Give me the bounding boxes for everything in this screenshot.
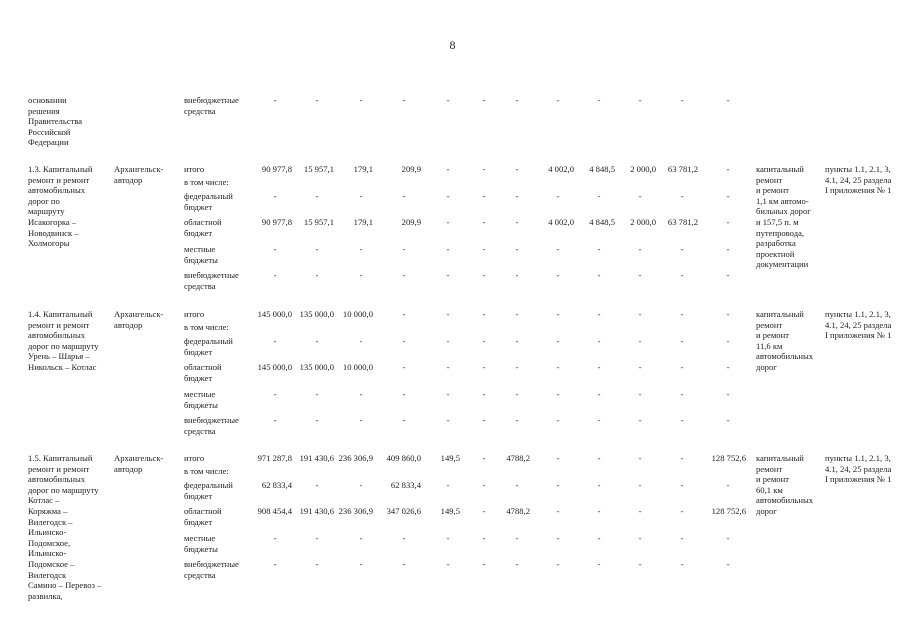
budget-cell: - <box>273 270 277 280</box>
program-item-name: Новодвинск – <box>28 227 79 238</box>
program-item-name: развилка, <box>28 590 63 601</box>
budget-cell: - <box>680 453 684 463</box>
budget-cell: 4 002,0 <box>548 164 574 174</box>
budget-cell: - <box>359 191 363 201</box>
budget-cell: - <box>726 362 730 372</box>
funding-source-label: внебюджетные <box>184 559 239 569</box>
budget-cell: 2 000,0 <box>630 164 656 174</box>
program-item-name: Никольск – Котлас <box>28 362 97 372</box>
budget-cell: - <box>402 191 406 201</box>
budget-cell: - <box>273 336 277 346</box>
budget-cell: 236 306,9 <box>338 453 373 463</box>
budget-cell: - <box>515 95 519 105</box>
budget-cell: - <box>726 559 730 569</box>
budget-cell: - <box>556 309 560 319</box>
expected-result: ремонт <box>756 174 783 185</box>
budget-cell: - <box>638 506 642 516</box>
carry-over-program-name: основании <box>28 95 67 105</box>
budget-cell: - <box>515 191 519 201</box>
funding-source-label: бюджет <box>184 227 213 238</box>
budget-cell: - <box>515 480 519 490</box>
expected-result: 11,6 км <box>756 340 783 351</box>
reference-clause: I приложения № 1 <box>825 185 892 196</box>
program-item-name: Урень – Шарья – <box>28 351 90 362</box>
budget-cell: - <box>680 506 684 516</box>
budget-cell: - <box>359 415 363 425</box>
budget-cell: - <box>597 559 601 569</box>
budget-cell: - <box>402 95 406 105</box>
carry-over-program-name: Российской <box>28 126 71 137</box>
funding-source-label: средства <box>184 569 216 580</box>
budget-cell: - <box>597 244 601 254</box>
budget-cell: - <box>638 270 642 280</box>
expected-result: 60,1 км <box>756 484 783 495</box>
budget-cell: 10 000,0 <box>342 362 373 372</box>
program-item-name: дорог по маршруту <box>28 484 99 495</box>
budget-cell: - <box>680 309 684 319</box>
budget-cell: - <box>315 415 319 425</box>
budget-cell: - <box>638 362 642 372</box>
budget-cell: - <box>638 559 642 569</box>
funding-source-label: внебюджетные <box>184 415 239 425</box>
budget-cell: - <box>482 389 486 399</box>
program-item-name: Подомское – <box>28 559 75 569</box>
expected-result: автомобильных <box>756 351 814 362</box>
budget-cell: - <box>638 336 642 346</box>
reference-clause: пункты 1.1, 2.1, 3, <box>825 453 891 463</box>
budget-cell: - <box>638 244 642 254</box>
expected-result: и ремонт <box>756 330 789 341</box>
budget-cell: 145 000,0 <box>257 362 292 372</box>
executor-name: Архангельск- <box>114 453 164 463</box>
budget-cell: 209,9 <box>401 164 421 174</box>
budget-cell: - <box>402 415 406 425</box>
budget-cell: - <box>482 217 486 227</box>
budget-cell: - <box>726 164 730 174</box>
budget-cell: - <box>446 480 450 490</box>
program-item-name: 1.3. Капитальный <box>28 164 93 174</box>
reference-clause: 4.1, 24, 25 раздела <box>825 319 892 330</box>
budget-cell: 908 454,4 <box>257 506 292 516</box>
budget-cell: - <box>556 480 560 490</box>
budget-cell: 63 781,2 <box>667 217 698 227</box>
funding-source-label: в том числе: <box>184 466 229 476</box>
program-item-name: ремонт и ремонт <box>28 174 90 185</box>
budget-cell: - <box>482 95 486 105</box>
budget-cell: 4 848,5 <box>589 217 615 227</box>
funding-source-label: средства <box>184 425 216 436</box>
budget-cell: - <box>446 362 450 372</box>
budget-cell: - <box>726 217 730 227</box>
budget-cell: - <box>359 336 363 346</box>
budget-cell: - <box>638 95 642 105</box>
budget-cell: - <box>446 533 450 543</box>
budget-cell: - <box>359 480 363 490</box>
budget-cell: - <box>726 309 730 319</box>
budget-cell: 128 752,6 <box>711 453 746 463</box>
funding-source-label: областной <box>184 362 222 372</box>
budget-cell: - <box>638 309 642 319</box>
expected-result: капитальный <box>756 164 804 174</box>
expected-result: бильных дорог <box>756 206 811 217</box>
budget-cell: - <box>680 95 684 105</box>
budget-cell: - <box>273 191 277 201</box>
funding-source-label: бюджеты <box>184 543 218 554</box>
budget-cell: - <box>402 309 406 319</box>
budget-cell: 191 430,6 <box>299 506 334 516</box>
budget-cell: - <box>515 270 519 280</box>
program-item-name: Самино – Перевоз – <box>28 580 102 591</box>
budget-cell: - <box>597 95 601 105</box>
budget-cell: - <box>597 362 601 372</box>
budget-cell: - <box>556 336 560 346</box>
budget-cell: - <box>556 244 560 254</box>
budget-cell: - <box>680 415 684 425</box>
expected-result: и ремонт <box>756 474 789 485</box>
budget-cell: - <box>556 415 560 425</box>
budget-cell: - <box>556 362 560 372</box>
budget-cell: - <box>515 415 519 425</box>
program-item-name: Подомское, <box>28 537 71 548</box>
program-item-name: Холмогоры <box>28 238 70 249</box>
program-item-name: Вилегодск – <box>28 516 73 527</box>
program-item-name: автомобильных <box>28 474 86 485</box>
budget-cell: - <box>273 95 277 105</box>
budget-cell: - <box>556 389 560 399</box>
budget-cell: - <box>680 244 684 254</box>
budget-cell: - <box>315 270 319 280</box>
budget-cell: - <box>359 270 363 280</box>
budget-cell: - <box>515 389 519 399</box>
budget-cell: 236 306,9 <box>338 506 373 516</box>
budget-cell: - <box>597 415 601 425</box>
funding-source-label: бюджет <box>184 516 213 527</box>
budget-cell: - <box>446 389 450 399</box>
budget-cell: - <box>402 533 406 543</box>
budget-cell: - <box>359 559 363 569</box>
budget-cell: - <box>273 533 277 543</box>
funding-source-label: местные <box>184 389 216 399</box>
expected-result: капитальный <box>756 309 804 319</box>
funding-source-label: средства <box>184 280 216 291</box>
expected-result: и 157,5 п. м <box>756 217 799 227</box>
budget-cell: - <box>315 191 319 201</box>
program-item-name: Ильинско- <box>28 548 67 559</box>
program-item-name: Котлас – <box>28 495 60 506</box>
budget-cell: 62 833,4 <box>261 480 292 490</box>
funding-source-label: областной <box>184 217 222 227</box>
program-item-name: автомобильных <box>28 185 86 196</box>
budget-cell: 135 000,0 <box>299 309 334 319</box>
budget-cell: - <box>556 533 560 543</box>
budget-cell: - <box>638 480 642 490</box>
budget-cell: - <box>273 389 277 399</box>
budget-cell: - <box>726 389 730 399</box>
budget-cell: 4 002,0 <box>548 217 574 227</box>
budget-cell: - <box>680 389 684 399</box>
budget-cell: - <box>726 415 730 425</box>
funding-source-label: итого <box>184 164 205 174</box>
budget-cell: - <box>515 533 519 543</box>
budget-cell: - <box>273 244 277 254</box>
funding-source-label: бюджеты <box>184 399 218 410</box>
budget-cell: 10 000,0 <box>342 309 373 319</box>
budget-cell: - <box>726 533 730 543</box>
budget-cell: - <box>638 415 642 425</box>
program-item-name: Коряжма – <box>28 506 68 516</box>
budget-cell: - <box>446 95 450 105</box>
carry-over-program-name: Федерации <box>28 137 69 148</box>
budget-cell: 971 287,8 <box>257 453 292 463</box>
budget-cell: - <box>726 336 730 346</box>
budget-cell: - <box>597 270 601 280</box>
program-item-name: Ильинско- <box>28 527 67 538</box>
funding-source-label: итого <box>184 309 205 319</box>
budget-cell: - <box>482 559 486 569</box>
budget-cell: 149,5 <box>440 506 460 516</box>
budget-cell: 63 781,2 <box>667 164 698 174</box>
expected-result: путепровода, <box>756 227 805 238</box>
budget-cell: - <box>638 389 642 399</box>
funding-source-label: федеральный <box>184 191 233 201</box>
budget-cell: 15 957,1 <box>303 164 334 174</box>
budget-cell: - <box>482 533 486 543</box>
budget-cell: - <box>482 362 486 372</box>
budget-cell: - <box>726 191 730 201</box>
budget-cell: - <box>446 559 450 569</box>
budget-cell: - <box>597 336 601 346</box>
budget-cell: - <box>680 533 684 543</box>
budget-cell: - <box>556 506 560 516</box>
budget-cell: - <box>446 191 450 201</box>
budget-cell: 149,5 <box>440 453 460 463</box>
budget-cell: - <box>597 480 601 490</box>
budget-cell: - <box>482 415 486 425</box>
reference-clause: 4.1, 24, 25 раздела <box>825 463 892 474</box>
expected-result: дорог <box>756 362 777 372</box>
funding-source-label: итого <box>184 453 205 463</box>
reference-clause: пункты 1.1, 2.1, 3, <box>825 309 891 319</box>
budget-cell: - <box>515 362 519 372</box>
budget-cell: - <box>446 270 450 280</box>
expected-result: и ремонт <box>756 185 789 196</box>
budget-cell: 128 752,6 <box>711 506 746 516</box>
budget-cell: - <box>597 506 601 516</box>
budget-cell: - <box>726 95 730 105</box>
carry-over-program-name: Правительства <box>28 116 83 127</box>
executor-name: Архангельск- <box>114 309 164 319</box>
program-item-name: 1.5. Капитальный <box>28 453 93 463</box>
reference-clause: 4.1, 24, 25 раздела <box>825 174 892 185</box>
budget-cell: - <box>315 244 319 254</box>
executor-name: автодор <box>114 463 143 474</box>
funding-source-label: федеральный <box>184 480 233 490</box>
reference-clause: пункты 1.1, 2.1, 3, <box>825 164 891 174</box>
budget-cell: 145 000,0 <box>257 309 292 319</box>
budget-cell: - <box>515 244 519 254</box>
budget-cell: - <box>556 559 560 569</box>
budget-cell: - <box>680 362 684 372</box>
budget-cell: 135 000,0 <box>299 362 334 372</box>
budget-cell: - <box>556 95 560 105</box>
budget-cell: 4 848,5 <box>589 164 615 174</box>
page-number: 8 <box>449 38 456 52</box>
funding-source-label: в том числе: <box>184 177 229 187</box>
budget-cell: - <box>638 191 642 201</box>
budget-cell: - <box>273 559 277 569</box>
funding-source-label: местные <box>184 244 216 254</box>
budget-cell: - <box>482 191 486 201</box>
budget-cell: - <box>446 309 450 319</box>
budget-cell: - <box>556 191 560 201</box>
expected-result: дорог <box>756 506 777 516</box>
funding-source-label: местные <box>184 533 216 543</box>
budget-cell: - <box>359 389 363 399</box>
budget-cell: - <box>726 270 730 280</box>
budget-cell: 179,1 <box>353 217 373 227</box>
executor-name: Архангельск- <box>114 164 164 174</box>
budget-cell: - <box>680 270 684 280</box>
budget-cell: - <box>680 480 684 490</box>
budget-cell: - <box>446 244 450 254</box>
expected-result: ремонт <box>756 319 783 330</box>
funding-source-label: бюджет <box>184 201 213 212</box>
reference-clause: I приложения № 1 <box>825 330 892 341</box>
expected-result: документации <box>756 259 809 270</box>
budget-cell: - <box>446 164 450 174</box>
budget-cell: - <box>402 336 406 346</box>
budget-cell: 347 026,6 <box>386 506 421 516</box>
budget-cell: - <box>680 191 684 201</box>
budget-cell: - <box>482 506 486 516</box>
expected-result: 1,1 км автомо- <box>756 195 809 206</box>
budget-cell: - <box>446 217 450 227</box>
budget-cell: - <box>638 453 642 463</box>
budget-cell: - <box>315 559 319 569</box>
expected-result: разработка <box>756 238 796 249</box>
budget-cell: 15 957,1 <box>303 217 334 227</box>
reference-clause: I приложения № 1 <box>825 474 892 485</box>
budget-cell: - <box>482 164 486 174</box>
budget-cell: - <box>482 453 486 463</box>
budget-cell: - <box>315 533 319 543</box>
budget-cell: - <box>597 533 601 543</box>
program-item-name: дорог по маршруту <box>28 340 99 351</box>
funding-source-label: бюджеты <box>184 254 218 265</box>
budget-cell: 4788,2 <box>506 506 530 516</box>
funding-source-label: областной <box>184 506 222 516</box>
budget-cell: - <box>726 480 730 490</box>
budget-cell: - <box>515 217 519 227</box>
program-item-name: дорог по <box>28 195 60 206</box>
budget-cell: - <box>402 389 406 399</box>
funding-source-label: в том числе: <box>184 322 229 332</box>
budget-cell: - <box>515 336 519 346</box>
budget-cell: - <box>402 244 406 254</box>
budget-cell: - <box>556 270 560 280</box>
carry-over-program-name: решения <box>28 105 60 116</box>
program-item-name: 1.4. Капитальный <box>28 309 93 319</box>
budget-cell: - <box>273 415 277 425</box>
budget-cell: 4788,2 <box>506 453 530 463</box>
budget-cell: - <box>359 95 363 105</box>
budget-cell: - <box>315 389 319 399</box>
budget-cell: 191 430,6 <box>299 453 334 463</box>
budget-cell: - <box>680 559 684 569</box>
budget-cell: - <box>446 415 450 425</box>
budget-cell: 209,9 <box>401 217 421 227</box>
budget-cell: - <box>482 336 486 346</box>
budget-cell: - <box>597 191 601 201</box>
budget-cell: - <box>482 244 486 254</box>
budget-cell: - <box>515 559 519 569</box>
funding-source-label: бюджет <box>184 372 213 383</box>
budget-cell: - <box>315 336 319 346</box>
budget-cell: - <box>446 336 450 346</box>
budget-cell: - <box>359 533 363 543</box>
budget-cell: - <box>515 164 519 174</box>
executor-name: автодор <box>114 174 143 185</box>
budget-cell: - <box>597 309 601 319</box>
budget-cell: - <box>597 453 601 463</box>
program-item-name: ремонт и ремонт <box>28 463 90 474</box>
budget-cell: - <box>482 309 486 319</box>
expected-result: проектной <box>756 248 795 259</box>
budget-cell: 90 977,8 <box>261 217 292 227</box>
budget-cell: - <box>359 244 363 254</box>
budget-cell: - <box>680 336 684 346</box>
budget-cell: - <box>402 362 406 372</box>
budget-cell: 62 833,4 <box>390 480 421 490</box>
budget-cell: - <box>402 559 406 569</box>
funding-source-label: бюджет <box>184 490 213 501</box>
budget-cell: 90 977,8 <box>261 164 292 174</box>
budget-cell: - <box>597 389 601 399</box>
budget-cell: - <box>402 270 406 280</box>
funding-source-label: внебюджетные <box>184 95 239 105</box>
program-item-name: Исакогорка – <box>28 217 77 227</box>
expected-result: автомобильных <box>756 495 814 506</box>
budget-cell: 2 000,0 <box>630 217 656 227</box>
budget-cell: - <box>315 480 319 490</box>
budget-cell: 409 860,0 <box>386 453 421 463</box>
funding-source-label: средства <box>184 105 216 116</box>
program-item-name: маршруту <box>28 206 65 217</box>
funding-source-label: бюджет <box>184 346 213 357</box>
program-item-name: ремонт и ремонт <box>28 319 90 330</box>
budget-cell: - <box>315 95 319 105</box>
budget-cell: 179,1 <box>353 164 373 174</box>
program-item-name: автомобильных <box>28 330 86 341</box>
funding-source-label: федеральный <box>184 336 233 346</box>
funding-source-label: внебюджетные <box>184 270 239 280</box>
budget-cell: - <box>726 244 730 254</box>
expected-result: ремонт <box>756 463 783 474</box>
budget-cell: - <box>638 533 642 543</box>
expected-result: капитальный <box>756 453 804 463</box>
budget-cell: - <box>482 480 486 490</box>
executor-name: автодор <box>114 319 143 330</box>
budget-cell: - <box>515 309 519 319</box>
budget-cell: - <box>556 453 560 463</box>
program-item-name: Вилегодск <box>28 569 67 580</box>
budget-cell: - <box>482 270 486 280</box>
